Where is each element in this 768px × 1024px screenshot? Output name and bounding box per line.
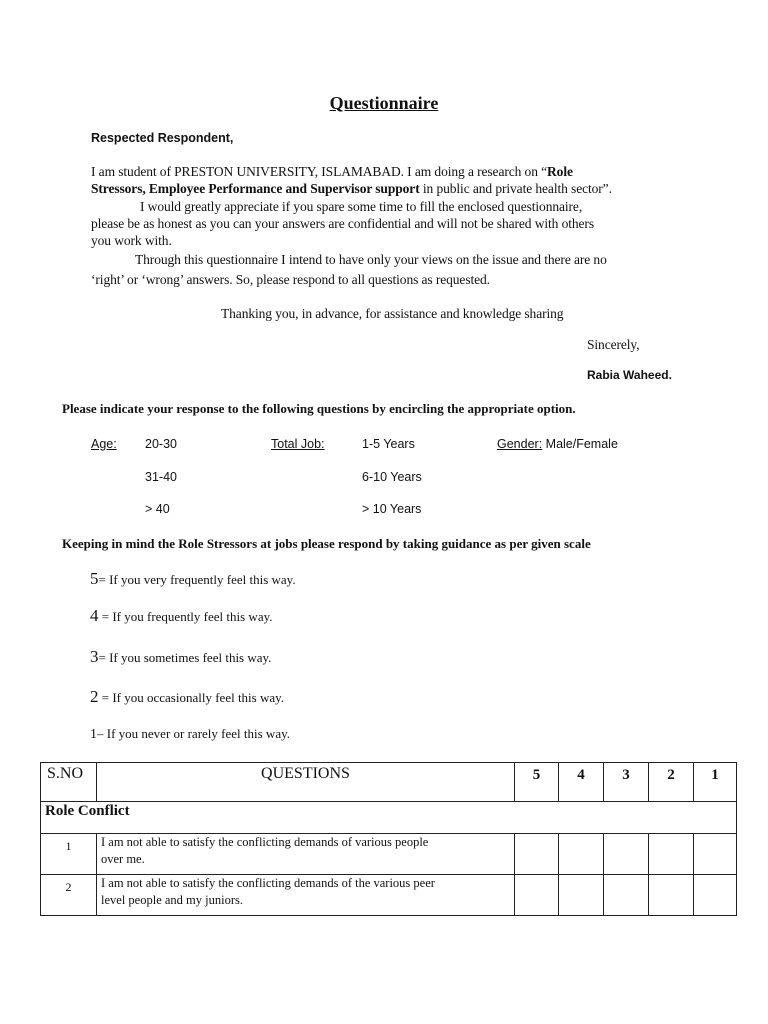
intro-paragraph-2-line-1: I would greatly appreciate if you spare some time to fill the enclosed questionnaire, bbox=[140, 199, 583, 214]
scale-number: 2 bbox=[90, 687, 99, 706]
age-label: Age: bbox=[91, 437, 117, 451]
scale-item-4 bbox=[90, 606, 273, 626]
score-header-4: 4 bbox=[559, 763, 604, 802]
table-row bbox=[41, 875, 737, 916]
intro-paragraph-3-line-2: ‘right’ or ‘wrong’ answers. So, please respond to all questions as requested. bbox=[91, 272, 490, 287]
score-header-1: 1 bbox=[694, 763, 737, 802]
gender-field bbox=[497, 437, 618, 451]
section-row bbox=[41, 802, 737, 834]
job-option[interactable]: 6-10 Years bbox=[362, 470, 422, 484]
question-text-line: I am not able to satisfy the conflicting demands of the various peer bbox=[101, 876, 435, 890]
scale-description: = If you frequently feel this way. bbox=[98, 609, 273, 624]
scale-item-5 bbox=[90, 569, 296, 589]
age-option[interactable]: > 40 bbox=[145, 502, 170, 516]
sno-header: S.NO bbox=[41, 763, 97, 802]
scale-number: 1 bbox=[90, 727, 97, 742]
question-text bbox=[97, 875, 515, 916]
answer-cell-4[interactable] bbox=[559, 875, 604, 916]
age-option[interactable]: 31-40 bbox=[145, 470, 177, 484]
scale-description: – If you never or rarely feel this way. bbox=[97, 726, 290, 741]
intro-line-1 bbox=[91, 164, 573, 180]
intro-text: I am student of PRESTON UNIVERSITY, ISLAMABAD. I am doing a research on “ bbox=[91, 164, 548, 179]
scale-item-3 bbox=[90, 647, 271, 667]
job-option[interactable]: 1-5 Years bbox=[362, 437, 415, 451]
questionnaire-table bbox=[40, 762, 737, 916]
closing: Sincerely, bbox=[587, 337, 640, 352]
table-header-row bbox=[41, 763, 737, 802]
score-header-3: 3 bbox=[604, 763, 649, 802]
research-topic: Stressors, Employee Performance and Supervisor support bbox=[91, 181, 420, 196]
scale-description: = If you sometimes feel this way. bbox=[98, 650, 272, 665]
scale-description: = If you occasionally feel this way. bbox=[98, 690, 285, 705]
scale-item-2 bbox=[90, 687, 284, 707]
answer-cell-4[interactable] bbox=[559, 834, 604, 875]
answer-cell-1[interactable] bbox=[694, 875, 737, 916]
question-text bbox=[97, 834, 515, 875]
question-text-line: I am not able to satisfy the conflicting demands of various people bbox=[101, 835, 429, 849]
scale-instruction: Keeping in mind the Role Stressors at jobs please respond by taking guidance as per given scale bbox=[62, 536, 591, 551]
intro-paragraph-3-line-1: Through this questionnaire I intend to have only your views on the issue and there are no bbox=[135, 252, 607, 267]
instruction-text: Please indicate your response to the following questions by encircling the appropriate option. bbox=[62, 401, 576, 416]
gender-option[interactable]: Male/Female bbox=[545, 437, 618, 451]
questions-header: QUESTIONS bbox=[97, 763, 515, 802]
answer-cell-3[interactable] bbox=[604, 834, 649, 875]
thanks-line: Thanking you, in advance, for assistance and knowledge sharing bbox=[221, 306, 564, 321]
signature: Rabia Waheed. bbox=[587, 368, 672, 382]
score-header-2: 2 bbox=[649, 763, 694, 802]
intro-line-2 bbox=[91, 181, 612, 197]
intro-paragraph-2-line-3: you work with. bbox=[91, 233, 172, 248]
question-number: 1 bbox=[41, 834, 97, 875]
intro-paragraph-2-line-2: please be as honest as you can your answers are confidential and will not be shared with others bbox=[91, 216, 594, 231]
intro-text: in public and private health sector”. bbox=[419, 181, 612, 196]
answer-cell-3[interactable] bbox=[604, 875, 649, 916]
question-text-line: level people and my juniors. bbox=[101, 893, 243, 907]
gender-label: Gender: bbox=[497, 437, 543, 451]
answer-cell-2[interactable] bbox=[649, 834, 694, 875]
answer-cell-5[interactable] bbox=[515, 875, 559, 916]
answer-cell-5[interactable] bbox=[515, 834, 559, 875]
question-text-line: over me. bbox=[101, 852, 145, 866]
answer-cell-2[interactable] bbox=[649, 875, 694, 916]
table-row bbox=[41, 834, 737, 875]
answer-cell-1[interactable] bbox=[694, 834, 737, 875]
age-option[interactable]: 20-30 bbox=[145, 437, 177, 451]
question-number: 2 bbox=[41, 875, 97, 916]
page-title: Questionnaire bbox=[329, 93, 439, 113]
salutation: Respected Respondent, bbox=[91, 131, 234, 145]
total-job-label: Total Job: bbox=[271, 437, 325, 451]
scale-item-1 bbox=[90, 726, 290, 743]
section-title: Role Conflict bbox=[41, 802, 737, 834]
job-option[interactable]: > 10 Years bbox=[362, 502, 422, 516]
intro-bold-text: Role bbox=[547, 164, 573, 179]
scale-number: 3 bbox=[90, 647, 99, 666]
scale-number: 5 bbox=[90, 569, 99, 588]
score-header-5: 5 bbox=[515, 763, 559, 802]
scale-description: = If you very frequently feel this way. bbox=[98, 572, 296, 587]
scale-number: 4 bbox=[90, 606, 99, 625]
